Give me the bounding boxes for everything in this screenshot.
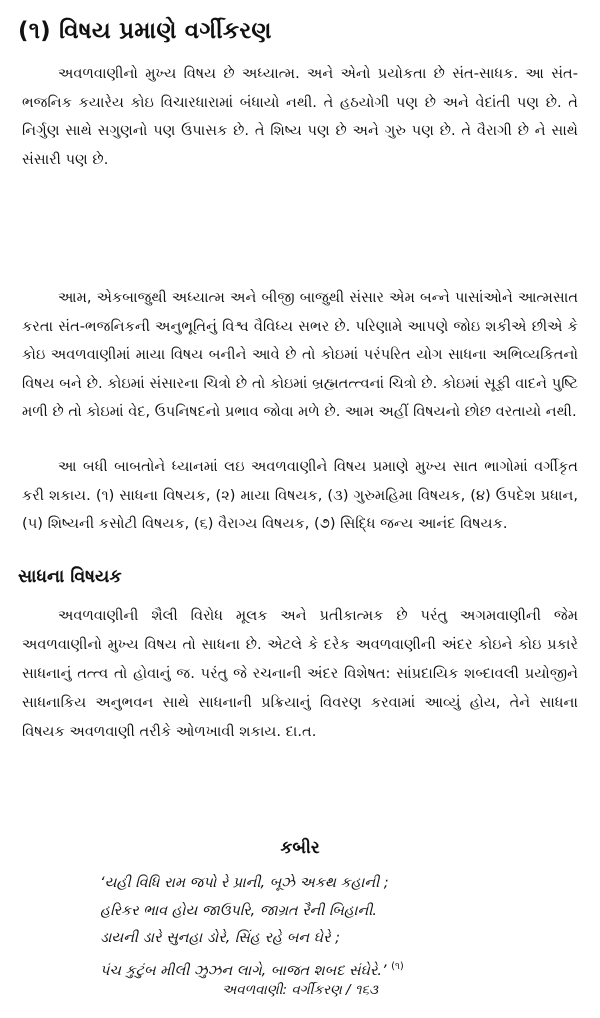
verse-line: હરિકર ભાવ હોય જાઉપરિ, જાગ્રત રૈની બિહાની. bbox=[100, 902, 377, 919]
verse-line: ડાયની ડારે સુનહા ડોરે, સિંહ રહે બન ઘેરે ; bbox=[100, 930, 340, 947]
paragraph-sadhana bbox=[22, 601, 578, 746]
footnote-marker: (૧) bbox=[391, 960, 404, 972]
page-footer: અવળવાણી: વર્ગીકરણ / ૧૬૩ bbox=[221, 982, 379, 998]
paragraph-diversity bbox=[22, 284, 578, 427]
paragraph-intro bbox=[22, 60, 578, 174]
paragraph-text: આમ, એકબાજુથી અધ્યાત્મ અને બીજી બાજુથી સંસાર એમ બન્ને પાસાંઓને આત્મસાત કરતા સંત-ભજનિકની અનુભૂતિનું વિશ્વ વૈવિધ્ય સભર છે. પરિણામે આપણે જોઇ શકીએ છીએ કે કોઇ અવળવાણીમાં માયા વિષય બનીને આવે છે તો કોઇમાં પરંપરિત યોગ સાધના અભિવ્યકિતનો વિષય બને છે. કોઇમાં સંસારના ચિત્રો છે તો કોઇમાં બ્રહ્મતત્ત્વનાં ચિત્રો છે. કોઇમાં સૂફી વાદને પુષ્ટિ મળી છે તો કોઇમાં વેદ, ઉપનિષદનો પ્રભાવ જોવા મળે છે. આમ અહીં વિષયનો છોછ વરતાયો નથી. bbox=[22, 289, 578, 421]
verse-line-text: પંચ કુટુંબ મીલી ઝુઝન લાગે, બાજત શબદ સંઘેરે.’ bbox=[100, 962, 387, 979]
poet-name: કબીર bbox=[280, 838, 320, 858]
verse-line: ‘યહી વિધિ રામ જપો રે પ્રાની, બૂઝે અકથ કહાની ; bbox=[100, 875, 389, 891]
verse-block bbox=[100, 870, 580, 985]
paragraph-text: અવળવાણીનો મુખ્ય વિષય છે અધ્યાત્મ. અને એનો પ્રયોકતા છે સંત-સાધક. આ સંત-ભજનિક કયારેય કોઇ વિચારધારામાં બંધાયો નથી. તે હઠયોગી પણ છે અને વેદાંતી પણ છે. તે નિર્ગુણ સાથે સગુણનો પણ ઉપાસક છે. તે શિષ્ય પણ છે અને ગુરુ પણ છે. તે વૈરાગી છે ને સાથે સંસારી પણ છે. bbox=[22, 65, 578, 168]
section-title: (૧) વિષય પ્રમાણે વર્ગીકરણ bbox=[18, 18, 272, 44]
paragraph-classification bbox=[22, 453, 578, 539]
paragraph-text: અવળવાણીની શૈલી વિરોધ મૂલક અને પ્રતીકાત્મક છે પરંતુ અગમવાણીની જેમ અવળવાણીનો મુખ્ય વિષય તો સાધના છે. એટલે કે દરેક અવળવાણીની અંદર કોઇને કોઇ પ્રકારે સાધનાનું તત્ત્વ તો હોવાનું જ. પરંતુ જે રચનાની અંદર વિશેષત: સાંપ્રદાયિક શબ્દાવલી પ્રયોજીને સાધનાકિય અનુભવન સાથે સાધનાની પ્રક્રિયાનું વિવરણ કરવામાં આવ્યું હોય, તેને સાધના વિષયક અવળવાણી તરીકે ઓળખાવી શકાય. દા.ત. bbox=[22, 607, 578, 740]
paragraph-text: આ બધી બાબતોને ધ્યાનમાં લઇ અવળવાણીને વિષય પ્રમાણે મુખ્ય સાત ભાગોમાં વર્ગીકૃત કરી શકાય. (૧) સાધના વિષયક, (૨) માયા વિષયક, (૩) ગુરુમહિમા વિષયક, (૪) ઉપદેશ પ્રધાન, (૫) શિષ્યની કસોટી વિષયક, (૬) વૈરાગ્ય વિષયક, (૭) સિદ્ધિ જન્ય આનંદ વિષયક. bbox=[22, 458, 578, 533]
subheading-sadhana: સાધના વિષયક bbox=[18, 567, 122, 587]
verse-line bbox=[100, 953, 580, 985]
